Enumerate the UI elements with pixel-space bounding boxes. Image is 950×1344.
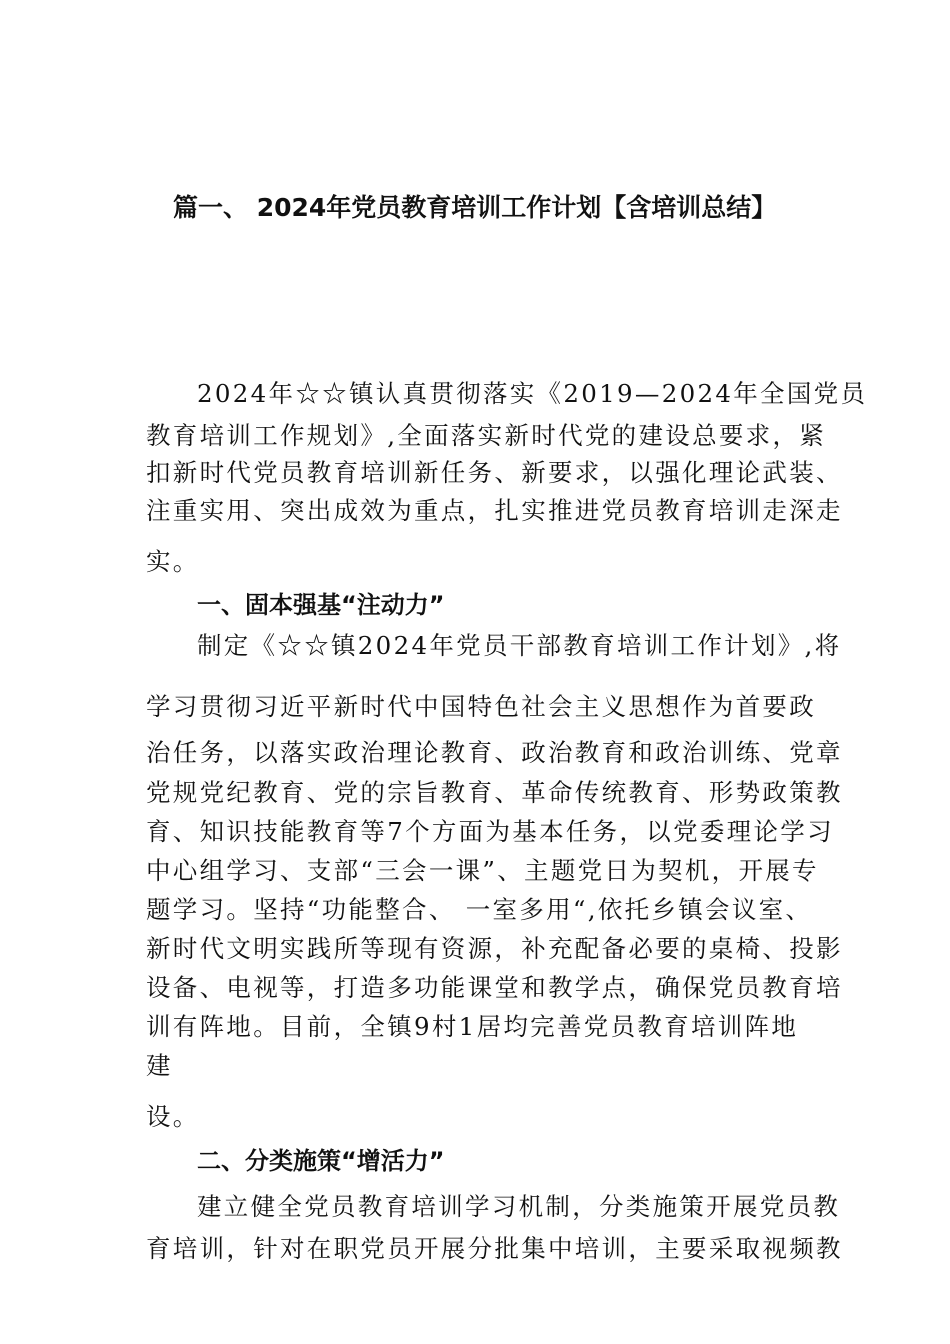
section-1-line-2: 学习贯彻习近平新时代中国特色社会主义思想作为首要政 <box>146 692 816 721</box>
section-1-line-8: 新时代文明实践所等现有资源，补充配备必要的桌椅、投影 <box>146 934 843 963</box>
document-title: 篇一、 2024年党员教育培训工作计划【含培训总结】 <box>173 193 777 222</box>
section-2-line-2: 育培训，针对在职党员开展分批集中培训，主要采取视频教 <box>146 1234 843 1263</box>
section-1-line-9: 设备、电视等，打造多功能课堂和教学点，确保党员教育培 <box>146 973 843 1002</box>
intro-line-1: 2024年☆☆镇认真贯彻落实《2019—2024年全国党员 <box>197 379 868 408</box>
intro-line-4: 注重实用、突出成效为重点，扎实推进党员教育培训走深走 <box>146 496 843 525</box>
section-1-line-7: 题学习。坚持“功能整合、 一室多用“,依托乡镇会议室、 <box>146 895 813 924</box>
section-1-line-11: 建 <box>146 1051 173 1080</box>
section-1-line-3: 治任务，以落实政治理论教育、政治教育和政治训练、党章 <box>146 738 843 767</box>
intro-line-3: 扣新时代党员教育培训新任务、新要求，以强化理论武装、 <box>146 458 843 487</box>
section-1-line-1: 制定《☆☆镇2024年党员干部教育培训工作计划》,将 <box>197 631 842 660</box>
section-2-line-1: 建立健全党员教育培训学习机制，分类施策开展党员教 <box>197 1192 841 1221</box>
section-1-heading: 一、固本强基“注动力” <box>197 591 445 619</box>
section-1-line-12: 设。 <box>146 1102 200 1131</box>
intro-line-2: 教育培训工作规划》,全面落实新时代党的建设总要求，紧 <box>146 421 827 450</box>
section-1-line-10: 训有阵地。目前，全镇9村1居均完善党员教育培训阵地 <box>146 1012 799 1041</box>
section-2-heading: 二、分类施策“增活力” <box>197 1147 445 1175</box>
intro-line-5: 实。 <box>146 547 200 576</box>
section-1-line-6: 中心组学习、支部“三会一课”、主题党日为契机，开展专 <box>146 856 819 885</box>
section-1-line-5: 育、知识技能教育等7个方面为基本任务，以党委理论学习 <box>146 817 834 846</box>
section-1-line-4: 党规党纪教育、党的宗旨教育、革命传统教育、形势政策教 <box>146 778 843 807</box>
